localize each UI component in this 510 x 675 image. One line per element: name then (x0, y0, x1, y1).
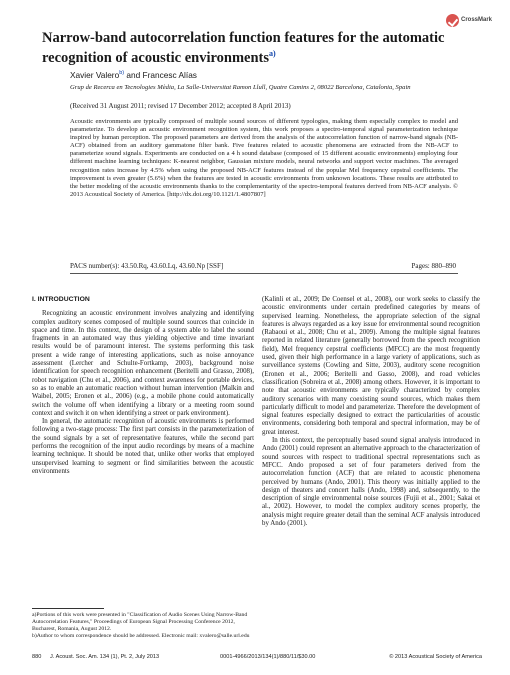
copyright: © 2013 Acoustical Society of America (389, 654, 482, 660)
footnote-b: b)Author to whom correspondence should be addressed. Electronic mail: xvalero@salle.url.edu (32, 633, 250, 639)
title-footnote-marker[interactable]: a) (269, 49, 276, 58)
crossmark-badge[interactable] (446, 8, 496, 32)
intro-paragraph-1: Recognizing an acoustic environment involves analyzing and identifying complex auditory scenes composed of multiple sound sources that coincide in space and time. In this context, the design of a system able to label the sound fragments in an automated way thus yielding objective and time invariant results would be of paramount interest. The systems performing this task present a wide range of interesting applications, such as noise annoyance assessment (Lercher and Schulte-Fortkamp, 2003), background noise identification for speech recognition enhancement (Beritelli and Grasso, 2008), robot navigation (Chu et al., 2006), and context awareness for portable devices, so as to enable an automatic reaction without human intervention (Malkin and Waibel, 2005; Eronen et al., 2006) (e.g., a mobile phone could automatically switch the volume off when identifying a library or a meeting room sound context and switch it on when identifying a street or park environment). (32, 310, 254, 417)
abstract: Acoustic environments are typically composed of multiple sound sources of different typologies, making them especially complex to model and parameterize. To develop an acoustic environment recognition system, this work proposes a spectro-temporal signal parameterization technique inspired by human perception. The proposed parameters are derived from the analysis of the autocorrelation function of narrow-band signals (NB-ACF) obtained from an auditory gammatone filter bank. Five features related to acoustic phenomena are extracted from the NB-ACF to parameterize sound signals. Experiments are conducted on a 4 h sound database (composed of 15 different acoustic environments) employing four different machine learning techniques: K-nearest neighbor, Gaussian mixture models, neural networks and support vector machines. The averaged recognition rates increase by 4.5% when using the proposed NB-ACF features instead of the popular Mel frequency cepstral coefficients. The improvement is even greater (5.6%) when the features are tested in acoustic environments from unknown locations. These results are attributed to the better modeling of the acoustic environments thanks to the complementarity of the spectro-temporal features derived from NB-ACF analysis. © 2013 Acoustical Society of America. [http://dx.doi.org/10.1121/1.4807807] (70, 118, 458, 198)
author-rest: and Francesc Alías (124, 70, 197, 80)
section-heading: I. INTRODUCTION (32, 296, 90, 303)
received-dates: (Received 31 August 2011; revised 17 December 2012; accepted 8 April 2013) (70, 102, 291, 110)
abstract-divider (70, 273, 458, 274)
page-footer (32, 654, 482, 660)
footnote-a: a)Portions of this work were presented in "Classification of Audio Scenes Using Narrow-Band Autocorrelation Features," Proceedings of European Signal Processing Conference 2012, Bucharest, Romania, August 2012. (32, 612, 248, 632)
intro-paragraph-3: (Kalinli et al., 2009; De Coensel et al., 2008), our work seeks to classify the acoustic environments under certain predefined categories by means of supervised learning. Nonetheless, the appropriate selection of the signal features is always regarded as a key issue for environmental sound recognition (Rabaoui et al., 2008; Chu et al., 2009). Among the multiple signal features reported in related literature (generally borrowed from the speech recognition field), Mel frequency cepstral coefficients (MFCC) are the most frequently used, given their high performance in a large variety of applications, such as surveillance systems (Cowling and Sitte, 2003), auditory scene recognition (Eronen et al., 2006; Beritelli and Gasso, 2008), and road vehicles classification (Sobreira et al., 2008) among others. However, it is important to note that acoustic environments are typically characterized by complex auditory scenarios with many coexisting sound sources, which makes them particularly difficult to model and parameterize. Therefore the development of signal features especially designed to extract the particularities of acoustic environments, considering both temporal and spectral information, may be of great interest. (262, 296, 480, 436)
title-text: Narrow-band autocorrelation function features for the automatic recognition of acoustic environments (42, 30, 445, 66)
left-column (32, 296, 254, 476)
footnote-divider (32, 608, 104, 609)
page-number: 880 (32, 654, 42, 660)
paper-title (42, 30, 482, 66)
intro-paragraph-2: In general, the automatic recognition of acoustic environments is performed following a two-stage process: The first part consists in the parameterization of the sound signals by a set of representative features, while the second part performs the recognition of the input audio recordings by means of a machine learning technique. It should be noted that, unlike other works that employed unsupervised learning to segment or find similarities between the acoustic environments (32, 418, 254, 475)
pacs-numbers: PACS number(s): 43.50.Rq, 43.60.Lq, 43.60.Np [SSF] (70, 262, 224, 270)
footnotes (32, 612, 254, 640)
author-line (70, 70, 197, 80)
journal-citation: J. Acoust. Soc. Am. 134 (1), Pt. 2, July 2013 (50, 654, 160, 660)
author-first: Xavier Valero (70, 70, 120, 80)
doi-code: 0001-4966/2013/134(1)/880/11/$30.00 (220, 654, 316, 660)
crossmark-label: CrossMark (461, 17, 493, 23)
affiliation: Grup de Recerca en Tecnologies Mèdia, La Salle-Universitat Ramon Llull, Quatre Camins 2, 08022 Barcelona, Catalonia, Spain (70, 84, 411, 91)
intro-paragraph-4: In this context, the perceptually based sound signal analysis introduced in Ando (2001) could represent an alternative approach to the characterization of sound sources with respect to traditional spectral representations such as MFCC. Ando proposed a set of four parameters derived from the autocorrelation function (ACF) that are related to acoustic phenomena perceived by humans (Ando, 2001). This theory was initially applied to the design of theaters and concert halls (Ando, 1998) and, subsequently, to the description of single environmental noise sources (Fujii et al., 2001; Sakai et al., 2002). However, to model the complex auditory scenes properly, the analysis might require greater detail than the seminal ACF analysis introduced by Ando (2001). (262, 437, 480, 528)
page-range: Pages: 880–890 (411, 262, 456, 270)
author-footnote-marker[interactable]: b) (119, 70, 125, 77)
right-column (262, 296, 480, 528)
crossmark-icon (446, 14, 459, 27)
